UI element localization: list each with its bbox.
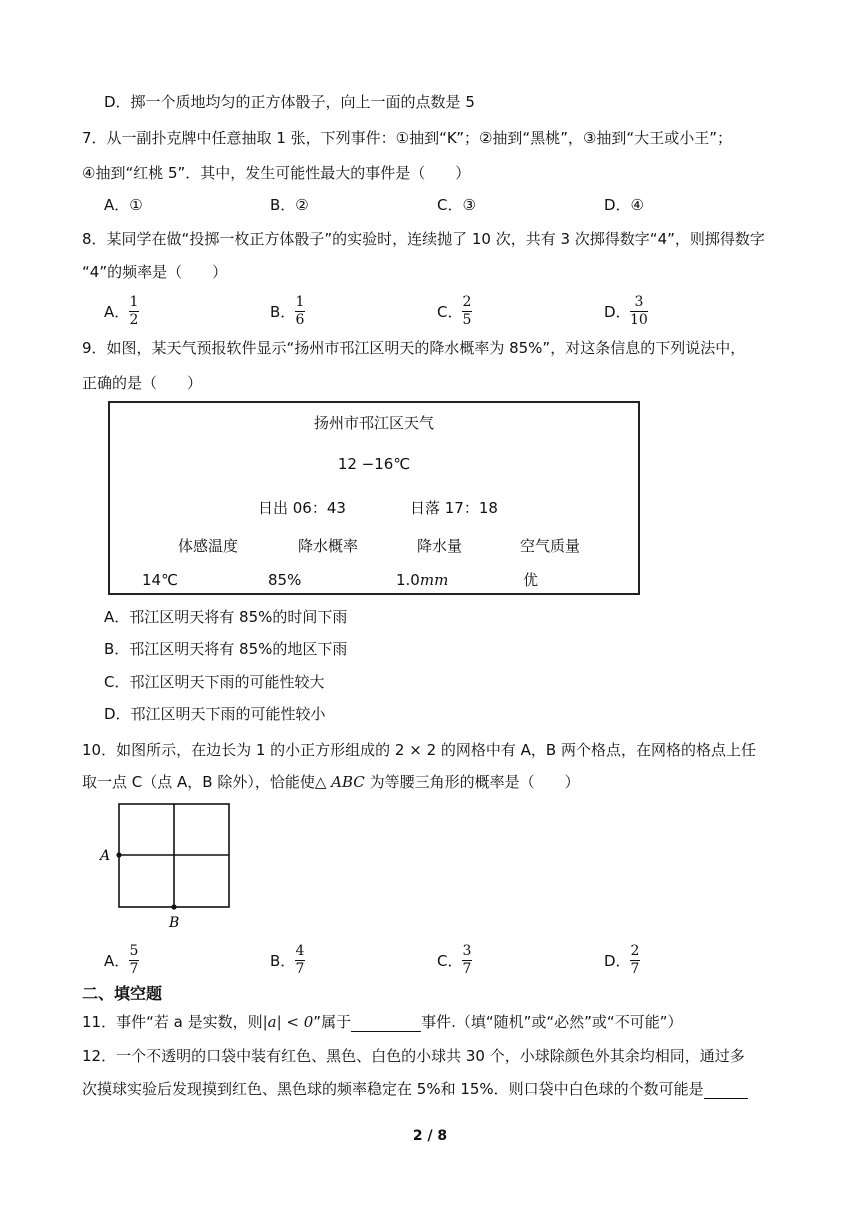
q7-stem-line2: ④抽到“红桃 5”．其中，发生可能性最大的事件是（ ） — [82, 164, 471, 182]
q11-part2: ”属于 — [313, 1013, 352, 1031]
numerator: 4 — [295, 943, 305, 959]
q12-line2-text: 次摸球实验后发现摸到红色、黑色球的频率稳定在 5%和 15%．则口袋中白色球的个数可能是 — [82, 1080, 704, 1098]
q11-math: |a| < 0 — [262, 1013, 314, 1031]
denominator: 5 — [462, 312, 472, 328]
q10-option-c-fraction — [462, 944, 472, 977]
numerator: 3 — [634, 294, 644, 310]
denominator: 7 — [630, 961, 640, 977]
numerator: 3 — [462, 943, 472, 959]
page-number: 2 / 8 — [412, 1128, 448, 1144]
numerator: 2 — [462, 294, 472, 310]
q8-option-b-label: B． — [270, 303, 296, 321]
q10-option-a-fraction — [129, 944, 139, 977]
q9-stem-line2: 正确的是（ ） — [82, 374, 203, 392]
section-title-fill-in: 二、填空题 — [82, 984, 163, 1003]
weather-header-feels-like: 体感温度 — [178, 537, 239, 555]
q8-option-c-label: C． — [437, 303, 463, 321]
denominator: 7 — [129, 961, 139, 977]
weather-sunset: 日落 17：18 — [410, 499, 498, 517]
q10-stem-line1: 10．如图所示，在边长为 1 的小正方形组成的 2 × 2 的网格中有 A，B 两个格点，在网格的格点上任 — [82, 741, 756, 759]
q11-stem — [82, 1012, 682, 1032]
numerator: 5 — [129, 943, 139, 959]
weather-header-precip-prob: 降水概率 — [298, 537, 359, 555]
q9-option-d: D．邗江区明天下雨的可能性较小 — [104, 705, 326, 723]
q7-option-a: A．① — [104, 196, 143, 214]
q12-stem-line2 — [82, 1079, 748, 1099]
q10-option-b-label: B． — [270, 952, 296, 970]
q10-stem-part-a: 取一点 C（点 A，B 除外），恰能使 — [82, 773, 315, 791]
point-a-dot — [116, 852, 121, 857]
weather-temp-range: 12 −16℃ — [337, 455, 411, 473]
q9-option-c: C．邗江区明天下雨的可能性较大 — [104, 673, 325, 691]
q8-option-d-label: D． — [604, 303, 631, 321]
weather-sunrise: 日出 06：43 — [258, 499, 346, 517]
q10-option-b-fraction — [295, 944, 305, 977]
weather-header-air-quality: 空气质量 — [520, 537, 581, 555]
weather-value-feels-like: 14℃ — [142, 571, 178, 589]
q7-option-c: C．③ — [437, 196, 476, 214]
q10-stem-line2 — [82, 772, 580, 792]
q10-option-d-fraction — [630, 944, 640, 977]
q8-option-a-fraction — [129, 295, 139, 328]
q12-answer-blank[interactable] — [704, 1082, 748, 1099]
numerator: 1 — [129, 294, 139, 310]
q10-option-d-label: D． — [604, 952, 631, 970]
q8-stem-line1: 8．某同学在做“投掷一枚正方体骰子”的实验时，连续抛了 10 次，共有 3 次掷得数字“4”，则掷得数字 — [82, 230, 765, 248]
q8-option-d-fraction — [630, 295, 648, 328]
precip-amount-number: 1.0 — [396, 571, 420, 589]
q11-answer-blank[interactable] — [351, 1015, 421, 1032]
grid-figure — [96, 800, 246, 935]
weather-header-precip-amount: 降水量 — [417, 537, 463, 555]
denominator: 7 — [295, 961, 305, 977]
numerator: 2 — [630, 943, 640, 959]
point-b-label: B — [169, 915, 180, 931]
denominator: 2 — [129, 312, 139, 328]
q6-option-d: D．掷一个质地均匀的正方体骰子，向上一面的点数是 5 — [104, 93, 475, 111]
q7-option-b: B．② — [270, 196, 309, 214]
q8-option-a-label: A． — [104, 303, 130, 321]
denominator: 7 — [462, 961, 472, 977]
q9-option-b: B．邗江区明天将有 85%的地区下雨 — [104, 640, 348, 658]
triangle-abc: ABC — [331, 773, 365, 791]
numerator: 1 — [295, 294, 305, 310]
q7-option-d: D．④ — [604, 196, 644, 214]
q12-stem-line1: 12．一个不透明的口袋中装有红色、黑色、白色的小球共 30 个，小球除颜色外其余均相同，通过多 — [82, 1047, 745, 1065]
q8-option-c-fraction — [462, 295, 472, 328]
q10-stem-part-b: 为等腰三角形的概率是（ ） — [369, 773, 580, 791]
weather-value-precip-amount — [396, 570, 448, 590]
q9-option-a: A．邗江区明天将有 85%的时间下雨 — [104, 608, 348, 626]
triangle-symbol: △ — [314, 773, 327, 791]
q10-option-a-label: A． — [104, 952, 130, 970]
weather-value-air-quality: 优 — [523, 571, 539, 589]
q8-stem-line2: “4”的频率是（ ） — [82, 263, 228, 281]
weather-title: 扬州市邗江区天气 — [313, 414, 434, 432]
q8-option-b-fraction — [295, 295, 305, 328]
weather-panel — [108, 401, 640, 595]
precip-amount-unit: mm — [419, 571, 449, 589]
point-b-dot — [171, 904, 176, 909]
denominator: 10 — [630, 312, 648, 328]
point-a-label: A — [100, 848, 111, 864]
q10-option-c-label: C． — [437, 952, 463, 970]
weather-value-precip-prob: 85% — [268, 571, 302, 589]
q11-part1: 11．事件“若 a 是实数，则 — [82, 1013, 263, 1031]
denominator: 6 — [295, 312, 305, 328]
q11-part3: 事件.（填“随机”或“必然”或“不可能”） — [421, 1013, 683, 1031]
q7-stem-line1: 7．从一副扑克牌中任意抽取 1 张，下列事件：①抽到“K”；②抽到“黑桃”，③抽到“大王或小王”； — [82, 129, 732, 147]
q9-stem-line1: 9．如图，某天气预报软件显示“扬州市邗江区明天的降水概率为 85%”，对这条信息的下列说法中， — [82, 339, 746, 357]
